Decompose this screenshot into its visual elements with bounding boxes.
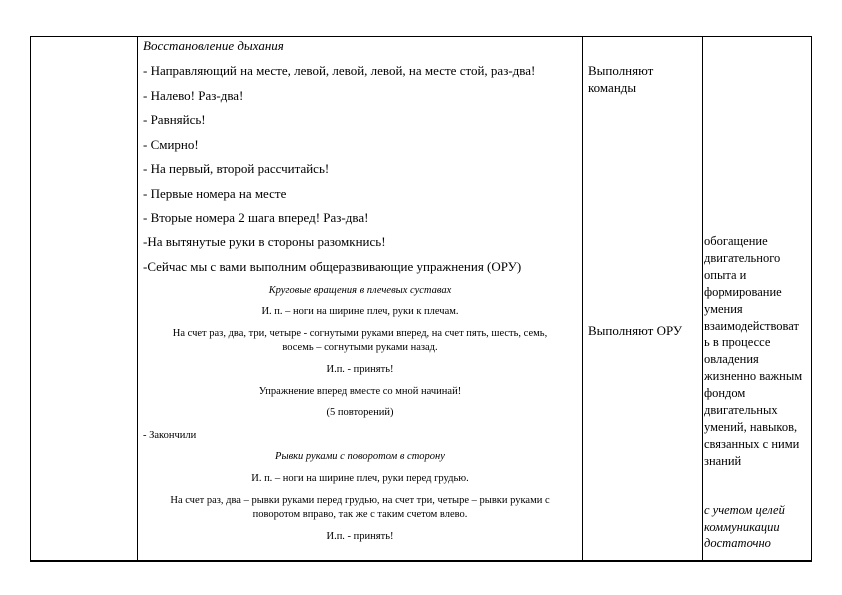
student-activity-oru: Выполняют ОРУ	[588, 323, 683, 338]
command-line: - Равняйсь!	[143, 112, 206, 127]
outcome-line: формирование	[704, 284, 782, 299]
command-line: -На вытянутые руки в стороны разомкнись!	[143, 234, 386, 249]
exercise-1-description-line-2: восемь – согнутыми руками назад.	[282, 342, 438, 353]
column-divider-2	[582, 36, 583, 562]
outcome-line: взаимодействоват	[704, 318, 799, 333]
command-line: - Налево! Раз-два!	[143, 88, 244, 103]
student-activity-commands-line-2: команды	[588, 80, 637, 95]
command-line: - Смирно!	[143, 137, 199, 152]
breathing-heading: Восстановление дыхания	[143, 38, 284, 53]
table-bottom-border	[30, 560, 812, 562]
outcome-line: умения	[704, 301, 743, 316]
column-divider-1	[137, 36, 138, 562]
command-line: - Первые номера на месте	[143, 186, 287, 201]
communication-line: с учетом целей	[704, 503, 785, 517]
outcome-line: ь в процессе	[704, 335, 771, 350]
command-line: - На первый, второй рассчитайсь!	[143, 161, 330, 176]
exercise-2-description-line-2: поворотом вправо, так же с таким счетом влево.	[252, 509, 468, 520]
exercise-1-accept: И.п. - принять!	[326, 364, 394, 375]
command-line: -Сейчас мы с вами выполним общеразвивающие упражнения (ОРУ)	[143, 259, 522, 274]
outcome-line: знаний	[704, 453, 742, 468]
outcome-line: умений, навыков,	[704, 419, 798, 434]
outcome-line: обогащение	[704, 234, 768, 248]
table-top-border	[30, 36, 812, 37]
command-line: - Вторые номера 2 шага вперед! Раз-два!	[143, 210, 369, 225]
table-border-right	[811, 36, 812, 562]
outcome-line: двигательных	[704, 403, 778, 417]
finish-command: - Закончили	[143, 430, 197, 441]
outcome-line: фондом	[704, 386, 746, 401]
exercise-2-description-line-1: На счет раз, два – рывки руками перед грудью, на счет три, четыре – рывки руками с	[170, 495, 550, 506]
exercise-1-begin: Упражнение вперед вместе со мной начинай!	[258, 386, 462, 397]
outcome-line: двигательного	[704, 250, 781, 265]
exercise-1-description-line-1: На счет раз, два, три, четыре - согнутыми руками вперед, на счет пять, шесть, семь,	[172, 328, 548, 339]
table-border-left	[30, 36, 31, 562]
outcome-line: связанных с ними	[704, 436, 800, 451]
exercise-2-title: Рывки руками с поворотом в сторону	[275, 451, 445, 462]
communication-line: коммуникации	[704, 519, 780, 534]
exercise-1-repetitions: (5 повторений)	[326, 407, 394, 418]
outcome-line: овладения	[704, 352, 759, 367]
communication-line: достаточно	[704, 536, 771, 550]
column-divider-3	[702, 36, 703, 562]
exercise-1-title: Круговые вращения в плечевых суставах	[268, 285, 452, 296]
exercise-2-accept: И.п. - принять!	[326, 531, 394, 542]
command-line: - Направляющий на месте, левой, левой, левой, на месте стой, раз-два!	[143, 63, 536, 78]
outcome-line: опыта и	[704, 267, 747, 282]
exercise-1-start-position: И. п. – ноги на ширине плеч, руки к плечам.	[261, 306, 459, 317]
outcome-line: жизненно важным	[704, 369, 803, 384]
student-activity-commands-line-1: Выполняют	[588, 63, 654, 78]
exercise-2-start-position: И. п. – ноги на ширине плеч, руки перед грудью.	[251, 473, 469, 484]
